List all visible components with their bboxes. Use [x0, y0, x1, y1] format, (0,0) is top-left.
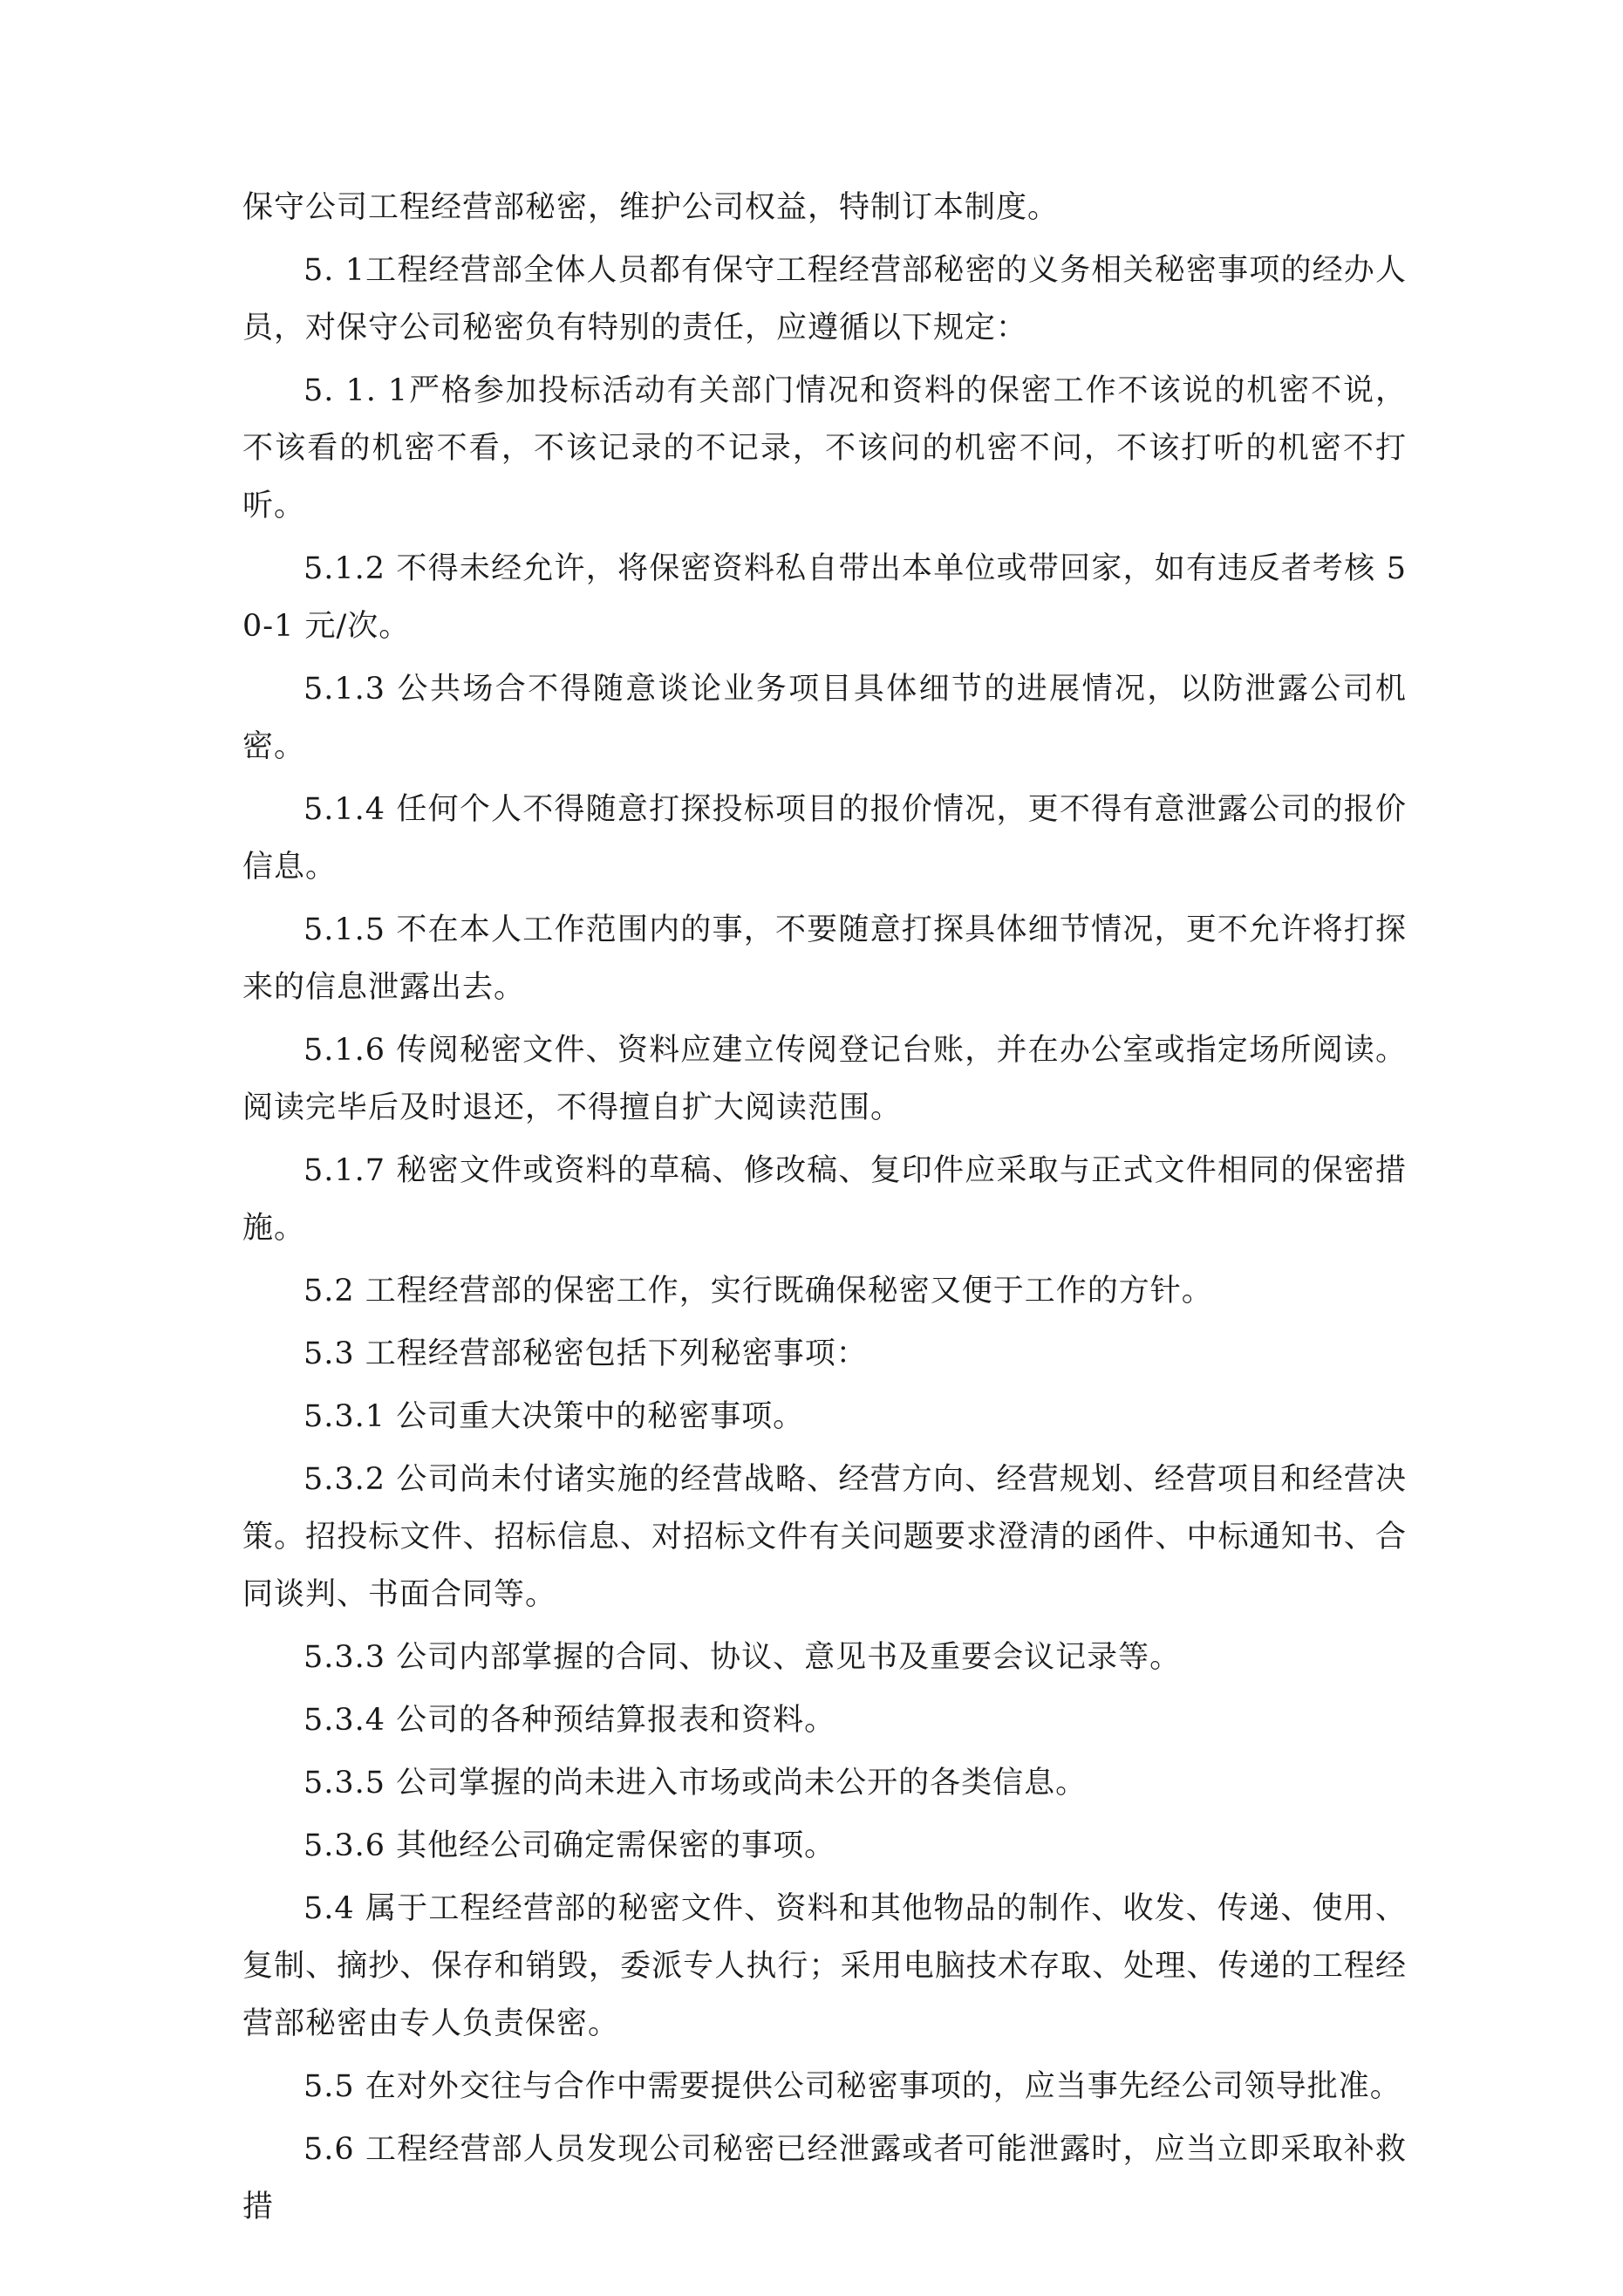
paragraph-5-3-4: 5.3.4 公司的各种预结算报表和资料。 — [303, 1703, 836, 1738]
paragraph-5-1: 5. 1工程经营部全体人员都有保守工程经营部秘密的义务相关秘密事项的经办人员，对保守公司秘密负有特别的责任，应遵循以下规定： — [242, 253, 1407, 345]
paragraph-5-1-6: 5.1.6 传阅秘密文件、资料应建立传阅登记台账，并在办公室或指定场所阅读。阅读完毕后及时退还，不得擅自扩大阅读范围。 — [242, 1033, 1407, 1125]
paragraph-5-2: 5.2 工程经营部的保密工作，实行既确保秘密又便于工作的方针。 — [303, 1274, 1213, 1309]
paragraph-5-1-2: 5.1.2 不得未经允许，将保密资料私自带出本单位或带回家，如有违反者考核 50-1 元/次。 — [242, 551, 1407, 644]
paragraph-intro: 保守公司工程经营部秘密，维护公司权益，特制订本制度。 — [242, 190, 1060, 225]
paragraph-5-1-7: 5.1.7 秘密文件或资料的草稿、修改稿、复印件应采取与正式文件相同的保密措施。 — [242, 1153, 1407, 1246]
paragraph-5-5: 5.5 在对外交往与合作中需要提供公司秘密事项的，应当事先经公司领导批准。 — [303, 2069, 1401, 2104]
paragraph-5-6: 5.6 工程经营部人员发现公司秘密已经泄露或者可能泄露时，应当立即采取补救措 — [242, 2132, 1407, 2224]
paragraph-5-3-3: 5.3.3 公司内部掌握的合同、协议、意见书及重要会议记录等。 — [303, 1640, 1182, 1675]
paragraph-5-3-6: 5.3.6 其他经公司确定需保密的事项。 — [303, 1828, 836, 1863]
paragraph-5-3-1: 5.3.1 公司重大决策中的秘密事项。 — [303, 1399, 805, 1434]
paragraph-5-1-5: 5.1.5 不在本人工作范围内的事，不要随意打探具体细节情况，更不允许将打探来的信息泄露出去。 — [242, 912, 1407, 1005]
paragraph-5-4: 5.4 属于工程经营部的秘密文件、资料和其他物品的制作、收发、传递、使用、复制、摘抄、保存和销毁，委派专人执行；采用电脑技术存取、处理、传递的工程经营部秘密由专人负责保密。 — [242, 1891, 1407, 2041]
paragraph-5-3: 5.3 工程经营部秘密包括下列秘密事项： — [303, 1336, 868, 1371]
paragraph-5-1-3: 5.1.3 公共场合不得随意谈论业务项目具体细节的进展情况，以防泄露公司机密。 — [242, 672, 1407, 764]
document-body — [242, 179, 1407, 2241]
paragraph-5-1-4: 5.1.4 任何个人不得随意打探投标项目的报价情况，更不得有意泄露公司的报价信息。 — [242, 792, 1407, 885]
paragraph-5-3-5: 5.3.5 公司掌握的尚未进入市场或尚未公开的各类信息。 — [303, 1766, 1088, 1801]
paragraph-5-3-2: 5.3.2 公司尚未付诸实施的经营战略、经营方向、经营规划、经营项目和经营决策。招投标文件、招标信息、对招标文件有关问题要求澄清的函件、中标通知书、合同谈判、书面合同等。 — [242, 1462, 1407, 1612]
paragraph-5-1-1: 5. 1. 1严格参加投标活动有关部门情况和资料的保密工作不该说的机密不说，不该看的机密不看，不该记录的不记录，不该问的机密不问，不该打听的机密不打听。 — [242, 373, 1407, 523]
